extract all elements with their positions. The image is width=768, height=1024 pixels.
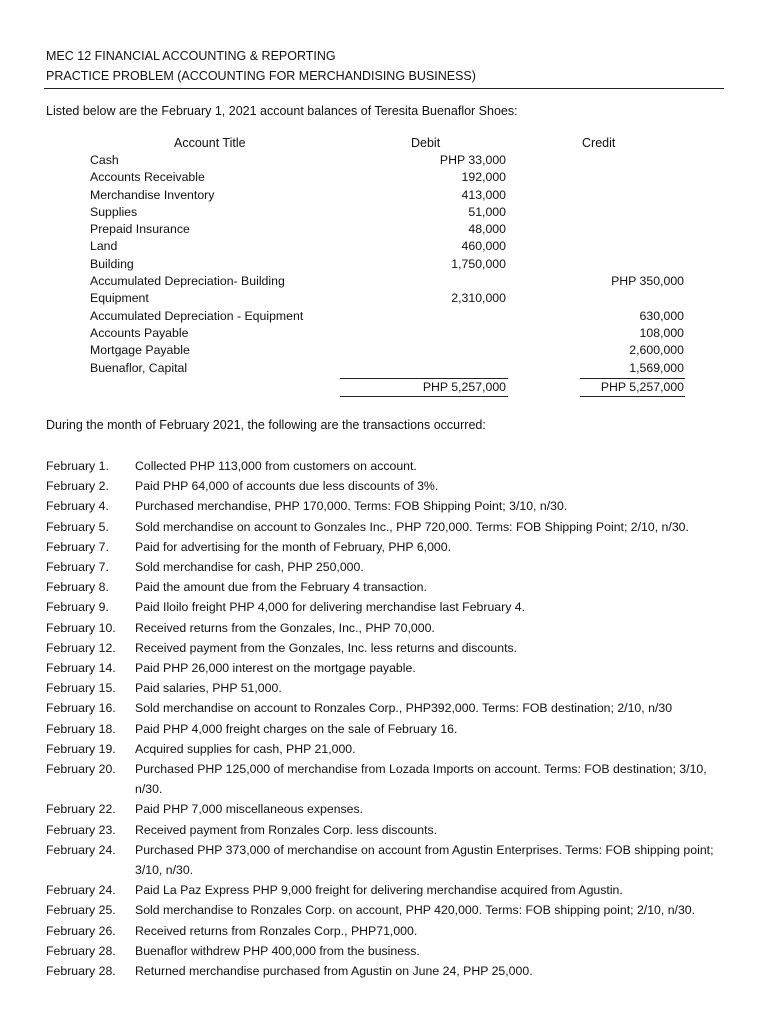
credit-total-rule [580,378,685,379]
intro-text: Listed below are the February 1, 2021 account balances of Teresita Buenaflor Shoes: [46,104,518,118]
transaction-date: February 4. [46,499,109,514]
transaction-row [46,698,726,718]
total-debit: PHP 5,257,000 [422,380,506,394]
transaction-description: Acquired supplies for cash, PHP 21,000. [135,741,356,756]
transaction-date: February 9. [46,600,109,615]
transaction-date: February 18. [46,721,116,736]
account-credit: 630,000 [639,308,684,323]
account-row [0,325,768,342]
account-debit: PHP 33,000 [439,153,506,167]
transaction-date: February 16. [46,701,116,716]
account-row [0,360,768,377]
transaction-description: Paid La Paz Express PHP 9,000 freight for delivering merchandise acquired from Agustin. [135,883,623,898]
transaction-row [46,638,726,658]
account-title: Accumulated Depreciation- Building [90,274,285,289]
transaction-date: February 28. [46,943,116,958]
transaction-row [46,658,726,678]
trial-balance-table [0,152,768,377]
account-row [0,273,768,290]
transaction-date: February 20. [46,762,116,777]
transaction-row [46,517,726,537]
account-debit: 51,000 [468,204,506,219]
transaction-description: Paid Iloilo freight PHP 4,000 for delivering merchandise last February 4. [135,600,526,615]
account-title: Merchandise Inventory [90,187,215,202]
transaction-row [46,618,726,638]
transaction-description: Purchased PHP 125,000 of merchandise from Lozada Imports on account. Terms: FOB destination; 3/10, n/30. [135,762,707,797]
transaction-date: February 5. [46,519,109,534]
account-credit: PHP 350,000 [611,274,684,289]
transaction-date: February 7. [46,539,109,554]
transaction-description: Received payment from Ronzales Corp. less discounts. [135,822,438,837]
transaction-row [46,476,726,496]
account-title: Prepaid Insurance [90,222,190,237]
debit-total-rule [340,378,508,379]
account-debit: 48,000 [468,222,506,237]
transaction-row [46,840,726,880]
transactions-list [46,456,726,981]
transaction-row [46,577,726,597]
transaction-row [46,456,726,476]
transaction-date: February 19. [46,741,116,756]
account-title: Supplies [90,204,138,219]
transaction-date: February 28. [46,964,116,979]
problem-title: PRACTICE PROBLEM (ACCOUNTING FOR MERCHANDISING BUSINESS) [46,69,476,83]
transaction-date: February 24. [46,842,116,857]
transaction-description: Purchased merchandise, PHP 170,000. Terms: FOB Shipping Point; 3/10, n/30. [135,499,568,514]
account-row [0,308,768,325]
account-row [0,187,768,204]
transaction-row [46,719,726,739]
transaction-description: Sold merchandise on account to Gonzales Inc., PHP 720,000. Terms: FOB Shipping Point; 2/10, n/30. [135,519,689,534]
account-title: Building [90,256,134,271]
transaction-description: Sold merchandise on account to Ronzales Corp., PHP392,000. Terms: FOB destination; 2/10, n/30 [135,701,673,716]
transaction-description: Paid PHP 7,000 miscellaneous expenses. [135,802,364,817]
account-credit: 2,600,000 [629,343,684,358]
document-header [46,46,476,86]
transaction-description: Purchased PHP 373,000 of merchandise on account from Agustin Enterprises. Terms: FOB shipping point; 3/10, n/30. [135,842,714,878]
transaction-description: Returned merchandise purchased from Agustin on June 24, PHP 25,000. [135,964,533,979]
transaction-row [46,900,726,920]
transaction-row [46,496,726,516]
transaction-description: Paid PHP 26,000 interest on the mortgage payable. [135,661,416,676]
transaction-description: Collected PHP 113,000 from customers on account. [135,459,417,473]
transaction-description: Sold merchandise for cash, PHP 250,000. [135,560,364,575]
debit-double-rule [340,396,508,397]
account-title: Buenaflor, Capital [90,360,188,375]
account-debit: 2,310,000 [451,291,506,306]
transaction-description: Paid salaries, PHP 51,000. [135,681,282,696]
account-row [0,342,768,359]
transaction-row [46,759,726,799]
transaction-date: February 1. [46,459,109,473]
account-row [0,238,768,255]
transactions-intro: During the month of February 2021, the following are the transactions occurred: [46,418,486,432]
column-header-debit: Debit [411,136,441,150]
transaction-description: Received payment from the Gonzales, Inc. less returns and discounts. [135,640,518,655]
transaction-date: February 25. [46,903,116,918]
account-credit: 1,569,000 [629,360,684,375]
column-header-credit: Credit [582,136,616,150]
account-title: Accounts Receivable [90,170,205,185]
account-row [0,204,768,221]
transaction-description: Paid PHP 4,000 freight charges on the sale of February 16. [135,721,458,736]
column-header-account-title: Account Title [174,136,246,150]
transaction-date: February 15. [46,681,116,696]
transaction-date: February 14. [46,661,116,676]
header-divider [44,88,724,89]
account-row [0,221,768,238]
credit-double-rule [580,396,685,397]
transaction-date: February 7. [46,560,109,575]
transaction-row [46,820,726,840]
transaction-description: Received returns from Ronzales Corp., PHP71,000. [135,923,418,938]
transaction-row [46,557,726,577]
transaction-date: February 10. [46,620,116,635]
account-title: Equipment [90,291,149,306]
account-title: Land [90,239,118,254]
transaction-date: February 2. [46,479,109,494]
account-title: Accounts Payable [90,325,189,340]
transaction-row [46,921,726,941]
account-row [0,152,768,169]
transaction-description: Paid the amount due from the February 4 transaction. [135,580,427,595]
transaction-date: February 12. [46,640,116,655]
transaction-description: Paid for advertising for the month of February, PHP 6,000. [135,539,452,554]
transaction-date: February 26. [46,923,116,938]
transaction-date: February 22. [46,802,116,817]
transaction-row [46,597,726,617]
transaction-date: February 24. [46,883,116,898]
course-title: MEC 12 FINANCIAL ACCOUNTING & REPORTING [46,49,336,63]
transaction-row [46,880,726,900]
account-debit: 192,000 [461,170,506,185]
account-row [0,290,768,307]
total-credit: PHP 5,257,000 [600,380,684,394]
account-debit: 460,000 [461,239,506,254]
account-row [0,256,768,273]
transaction-description: Paid PHP 64,000 of accounts due less discounts of 3%. [135,479,439,494]
account-title: Cash [90,153,119,167]
account-title: Accumulated Depreciation - Equipment [90,308,304,323]
transaction-row [46,739,726,759]
transaction-row [46,941,726,961]
account-credit: 108,000 [639,325,684,340]
transaction-row [46,961,726,981]
transaction-description: Sold merchandise to Ronzales Corp. on account, PHP 420,000. Terms: FOB shipping point; 2/10, n/30. [135,903,696,918]
account-debit: 1,750,000 [451,256,506,271]
transaction-row [46,799,726,819]
transaction-description: Received returns from the Gonzales, Inc., PHP 70,000. [135,620,435,635]
transaction-description: Buenaflor withdrew PHP 400,000 from the business. [135,943,420,958]
transaction-row [46,537,726,557]
transaction-date: February 8. [46,580,109,595]
account-row [0,169,768,186]
account-title: Mortgage Payable [90,343,190,358]
account-debit: 413,000 [461,187,506,202]
transaction-date: February 23. [46,822,116,837]
transaction-row [46,678,726,698]
